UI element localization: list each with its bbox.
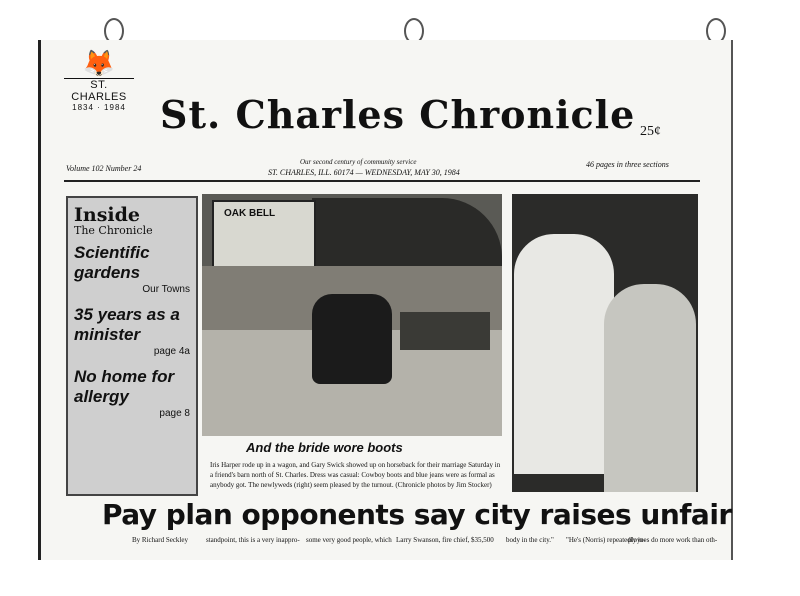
photo-caption-headline: And the bride wore boots <box>246 440 403 455</box>
bride-groom-photo <box>512 194 698 492</box>
inside-entry <box>74 367 190 421</box>
inside-entry-title: Scientific gardens <box>74 243 150 282</box>
dateline: ST. CHARLES, ILL. 60174 — WEDNESDAY, MAY 30, 1984 <box>268 168 460 177</box>
story-column-line: standpoint, this is a very inappro- <box>206 536 300 544</box>
story-column-line: some very good people, which <box>306 536 392 544</box>
tagline: Our second century of community service <box>300 158 417 166</box>
story-column-line: body in the city." <box>506 536 554 544</box>
photo-caption: Iris Harper rode up in a wagon, and Gary Swick showed up on horseback for their marriage Saturday in a friend's barn north of St. Charles. Dress was casual: Cowboy boots and blue jeans were as formal as anybody got. The newlyweds (right) seem pleased by the turnout. (Chronicle photos by Jim Stocker) <box>210 461 501 489</box>
inside-entry-page: page 8 <box>159 408 190 419</box>
wagon <box>400 312 490 350</box>
masthead-rule <box>64 180 700 182</box>
price: 25¢ <box>640 124 661 139</box>
story-column-line: "He's (Norris) repeatedly in- <box>566 536 646 544</box>
story-column-line: ployees do more work than oth- <box>628 536 718 544</box>
volume-number: Volume 102 Number 24 <box>66 164 142 173</box>
inside-heading: Inside <box>74 204 140 226</box>
barn-roof <box>312 198 502 276</box>
inside-box <box>66 196 198 496</box>
story-headline: Pay plan opponents say city raises unfair <box>102 498 732 531</box>
story-byline: By Richard Seckley <box>132 536 188 544</box>
story-column-line: Larry Swanson, fire chief, $35,500 <box>396 536 494 544</box>
logo-town: ST. CHARLES <box>64 78 134 103</box>
inside-entry-page: Our Towns <box>142 284 190 295</box>
fox-icon: 🦊 <box>82 49 116 78</box>
bride-figure <box>604 284 696 492</box>
newspaper-title: St. Charles Chronicle <box>160 92 636 137</box>
wedding-crowd-photo <box>202 194 502 436</box>
inside-entry-title: 35 years as a minister <box>74 305 180 344</box>
groom-figure <box>514 234 614 474</box>
masthead-logo <box>64 50 134 112</box>
barn-sign: OAK BELL <box>224 208 276 219</box>
inside-entry <box>74 305 190 359</box>
horse <box>312 294 392 384</box>
inside-subheading: The Chronicle <box>74 224 153 237</box>
inside-entry-page: page 4a <box>153 346 190 357</box>
barn-facade <box>212 200 316 270</box>
inside-entry-title: No home for allergy <box>74 367 175 406</box>
logo-years: 1834 · 1984 <box>72 103 126 112</box>
inside-entry <box>74 243 190 297</box>
page-count: 46 pages in three sections <box>586 160 669 169</box>
